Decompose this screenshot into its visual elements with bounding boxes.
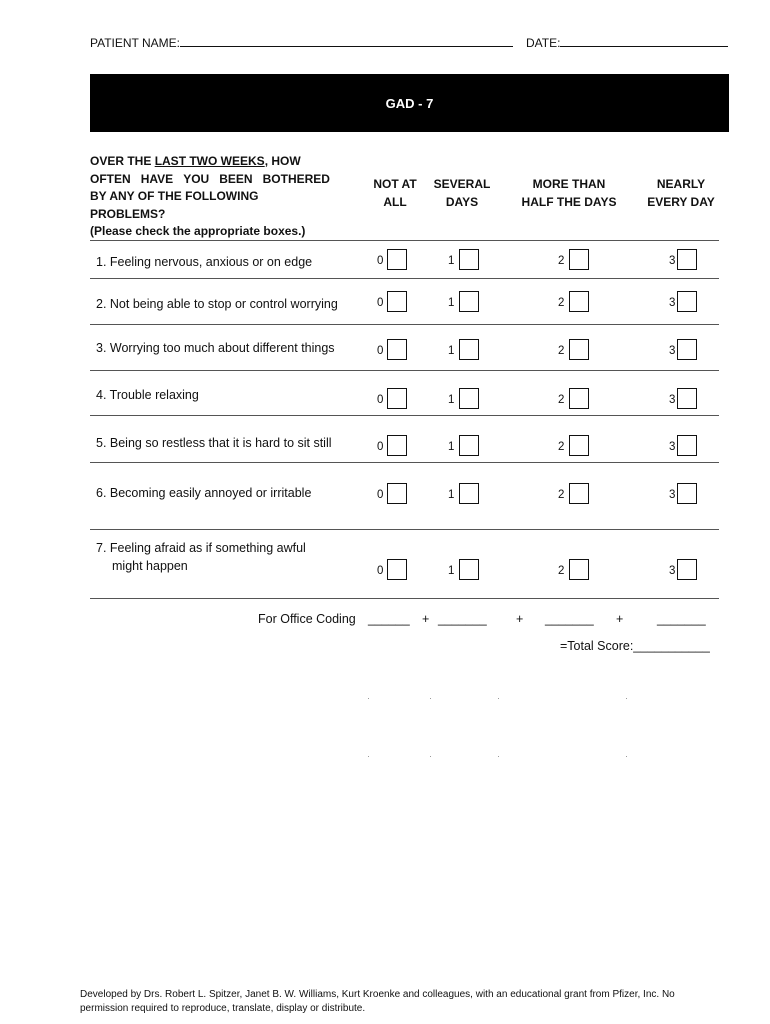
patient-name-field[interactable] <box>90 36 513 50</box>
score-value-label: 3 <box>669 255 676 267</box>
item-1-checkbox-3[interactable] <box>677 249 697 270</box>
item-text: 2. Not being able to stop or control worrying <box>96 297 338 311</box>
score-value-label: 1 <box>448 297 455 309</box>
row-divider <box>90 529 719 530</box>
item-4-checkbox-1[interactable] <box>459 388 479 409</box>
score-value-label: 2 <box>558 255 565 267</box>
item-5-checkbox-3[interactable] <box>677 435 697 456</box>
item-2-checkbox-2[interactable] <box>569 291 589 312</box>
column-header-nearly-every-day: NEARLY EVERY DAY <box>647 177 715 209</box>
score-value-label: 1 <box>448 441 455 453</box>
item-1-checkbox-0[interactable] <box>387 249 407 270</box>
scan-dot <box>430 698 431 699</box>
score-value-label: 0 <box>377 489 384 501</box>
row-divider <box>90 370 719 371</box>
item-7-checkbox-2[interactable] <box>569 559 589 580</box>
row-divider <box>90 324 719 325</box>
item-6-checkbox-0[interactable] <box>387 483 407 504</box>
score-value-label: 1 <box>448 565 455 577</box>
item-2-checkbox-1[interactable] <box>459 291 479 312</box>
patient-name-line[interactable] <box>180 46 513 47</box>
patient-name-label: PATIENT NAME: <box>90 36 181 50</box>
office-coding-label: For Office Coding <box>258 612 356 626</box>
score-value-label: 2 <box>558 565 565 577</box>
row-divider <box>90 462 719 463</box>
score-value-label: 1 <box>448 489 455 501</box>
item-text: 1. Feeling nervous, anxious or on edge <box>96 255 313 269</box>
item-3-checkbox-3[interactable] <box>677 339 697 360</box>
last-two-weeks-emphasis: LAST TWO WEEKS <box>154 154 265 168</box>
score-value-label: 2 <box>558 394 565 406</box>
item-2-checkbox-0[interactable] <box>387 291 407 312</box>
plus-sign: + <box>422 612 430 626</box>
scan-dot <box>368 756 369 757</box>
item-7-checkbox-3[interactable] <box>677 559 697 580</box>
item-6-checkbox-2[interactable] <box>569 483 589 504</box>
date-line[interactable] <box>560 46 728 47</box>
item-4-checkbox-2[interactable] <box>569 388 589 409</box>
plus-sign: + <box>616 612 624 626</box>
row-divider <box>90 278 719 279</box>
item-text: 3. Worrying too much about different things <box>96 341 335 355</box>
form-title: GAD - 7 <box>385 95 434 111</box>
score-value-label: 0 <box>377 565 384 577</box>
scan-dot <box>626 756 627 757</box>
item-5-checkbox-2[interactable] <box>569 435 589 456</box>
score-value-label: 0 <box>377 441 384 453</box>
question-line-3: BY ANY OF THE FOLLOWING PROBLEMS? <box>90 189 259 221</box>
score-value-label: 1 <box>448 255 455 267</box>
item-2-checkbox-3[interactable] <box>677 291 697 312</box>
score-value-label: 0 <box>377 345 384 357</box>
column-header-more-than-half: MORE THAN HALF THE DAYS <box>521 177 617 209</box>
scan-dot <box>498 756 499 757</box>
total-score-field[interactable]: =Total Score:___________ <box>560 639 710 653</box>
score-value-label: 2 <box>558 489 565 501</box>
question-prompt <box>90 153 330 241</box>
scan-dot <box>626 698 627 699</box>
score-blank-1[interactable]: _______ <box>438 612 487 626</box>
item-7-checkbox-1[interactable] <box>459 559 479 580</box>
date-field[interactable] <box>526 36 728 50</box>
item-5-checkbox-0[interactable] <box>387 435 407 456</box>
scan-dot <box>430 756 431 757</box>
item-6-checkbox-3[interactable] <box>677 483 697 504</box>
question-line-4: (Please check the appropriate boxes.) <box>90 224 306 238</box>
score-value-label: 3 <box>669 441 676 453</box>
scan-dot <box>498 698 499 699</box>
score-value-label: 3 <box>669 394 676 406</box>
score-blank-3[interactable]: _______ <box>657 612 706 626</box>
question-line-1: OVER THE LAST TWO WEEKS, HOW <box>90 154 301 168</box>
column-header-several-days: SEVERAL DAYS <box>433 177 491 209</box>
score-value-label: 0 <box>377 394 384 406</box>
scan-dot <box>368 698 369 699</box>
score-value-label: 3 <box>669 489 676 501</box>
column-header-not-at-all: NOT AT ALL <box>373 177 417 209</box>
item-6-checkbox-1[interactable] <box>459 483 479 504</box>
score-value-label: 3 <box>669 297 676 309</box>
item-3-checkbox-2[interactable] <box>569 339 589 360</box>
item-7-checkbox-0[interactable] <box>387 559 407 580</box>
score-value-label: 3 <box>669 345 676 357</box>
item-1-checkbox-1[interactable] <box>459 249 479 270</box>
item-3-checkbox-1[interactable] <box>459 339 479 360</box>
row-divider <box>90 415 719 416</box>
score-value-label: 1 <box>448 394 455 406</box>
item-text: 7. Feeling afraid as if something awful might happen <box>96 541 306 573</box>
score-blank-0[interactable]: ______ <box>368 612 410 626</box>
score-value-label: 2 <box>558 345 565 357</box>
title-banner <box>90 74 729 132</box>
item-4-checkbox-3[interactable] <box>677 388 697 409</box>
copyright-footer: Developed by Drs. Robert L. Spitzer, Janet B. W. Williams, Kurt Kroenke and colleagues, with an educational grant from Pfizer, Inc. No permission required to reproduce, translate, display or distribute. <box>80 989 675 1014</box>
item-text: 5. Being so restless that it is hard to sit still <box>96 436 332 450</box>
item-text: 6. Becoming easily annoyed or irritable <box>96 486 312 500</box>
item-1-checkbox-2[interactable] <box>569 249 589 270</box>
item-5-checkbox-1[interactable] <box>459 435 479 456</box>
score-value-label: 1 <box>448 345 455 357</box>
score-blank-2[interactable]: _______ <box>545 612 594 626</box>
row-divider <box>90 598 719 599</box>
score-value-label: 2 <box>558 297 565 309</box>
item-text: 4. Trouble relaxing <box>96 388 199 402</box>
score-value-label: 0 <box>377 297 384 309</box>
item-4-checkbox-0[interactable] <box>387 388 407 409</box>
score-value-label: 3 <box>669 565 676 577</box>
row-divider <box>90 240 719 241</box>
score-value-label: 2 <box>558 441 565 453</box>
plus-sign: + <box>516 612 524 626</box>
date-label: DATE: <box>526 36 561 50</box>
score-value-label: 0 <box>377 255 384 267</box>
item-3-checkbox-0[interactable] <box>387 339 407 360</box>
question-line-2: OFTEN HAVE YOU BEEN BOTHERED <box>90 171 330 186</box>
